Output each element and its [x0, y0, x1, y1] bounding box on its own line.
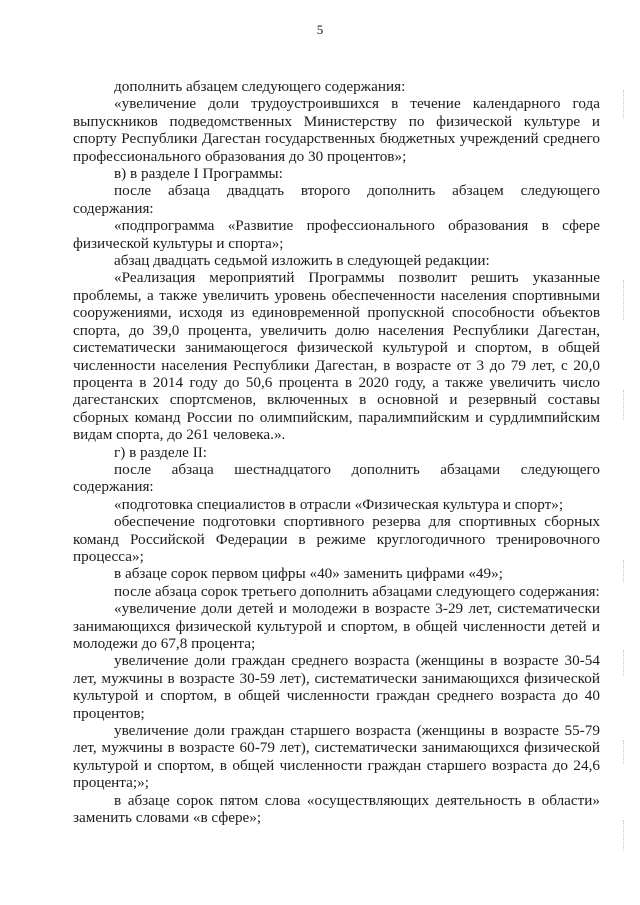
scan-artifact [623, 650, 634, 676]
scan-artifact [623, 390, 634, 420]
paragraph: после абзаца сорок третьего дополнить абзацами следующего содержания: [114, 582, 600, 600]
document-body [73, 78, 600, 826]
paragraph: дополнить абзацем следующего содержания: [114, 78, 406, 95]
paragraph: увеличение доли граждан среднего возраста (женщины в возрасте 30-54 лет, мужчины в возрасте 30-59 лет), систематически занимающихся физической культурой и спортом, в общей численности граждан среднего возраста до 40 процентов; [73, 652, 600, 722]
paragraph: увеличение доли граждан старшего возраста (женщины в возрасте 55-79 лет, мужчины в возрасте 60-79 лет), систематически занимающихся физической культурой и спортом, в общей численности граждан старшего возраста до 24,6 процента;»; [73, 722, 600, 792]
paragraph: после абзаца шестнадцатого дополнить абзацами следующего содержания: [73, 460, 600, 496]
paragraph: в абзаце сорок пятом слова «осуществляющих деятельность в области» заменить словами «в сфере»; [73, 791, 600, 827]
paragraph: в абзаце сорок первом цифры «40» заменить цифрами «49»; [114, 565, 503, 583]
scan-artifact [623, 90, 634, 118]
page-number: 5 [316, 22, 324, 37]
scan-artifact [623, 560, 634, 582]
scan-artifact [623, 820, 634, 850]
paragraph: г) в разделе II: [114, 443, 208, 461]
paragraph: «увеличение доли детей и молодежи в возрасте 3-29 лет, систематически занимающихся физической культурой и спортом, в общей численности детей и молодежи до 67,8 процента; [73, 600, 600, 652]
paragraph: после абзаца двадцать второго дополнить абзацем следующего содержания: [73, 182, 600, 217]
paragraph: абзац двадцать седьмой изложить в следующей редакции: [114, 252, 490, 270]
paragraph: «увеличение доли трудоустроившихся в течение календарного года выпускников подведомственных Министерству по физической культуре и спорту Республики Дагестан государственных бюджетных учреждений среднего профессионального образования до 30 процентов»; [73, 95, 600, 165]
paragraph: «Реализация мероприятий Программы позволит решить указанные проблемы, а также увеличить уровень обеспеченности населения спортивными сооружениями, исходя из единовременной пропускной способности объектов спорта, до 39,0 процента, увеличить долю населения Республики Дагестан, систематически занимающегося физической культурой и спортом, в общей численности населения Республики Дагестан, в возрасте от 3 до 79 лет, с 20,0 процента в 2014 году до 50,6 процента в 2020 году, а также увеличить число дагестанских спортсменов, включенных в основной и резервный составы сборных команд России по олимпийским, паралимпийским и сурдлимпийским видам спорта, до 261 человека.». [73, 269, 600, 444]
scan-artifact [623, 280, 634, 320]
paragraph: в) в разделе I Программы: [114, 165, 283, 183]
scan-artifact [623, 740, 634, 764]
paragraph: «подготовка специалистов в отрасли «Физическая культура и спорт»; [114, 495, 564, 513]
paragraph: «подпрограмма «Развитие профессионального образования в сфере физической культуры и спорта»; [73, 217, 600, 252]
paragraph: обеспечение подготовки спортивного резерва для спортивных сборных команд Российской Федерации в режиме круглогодичного тренировочного процесса»; [73, 513, 600, 565]
